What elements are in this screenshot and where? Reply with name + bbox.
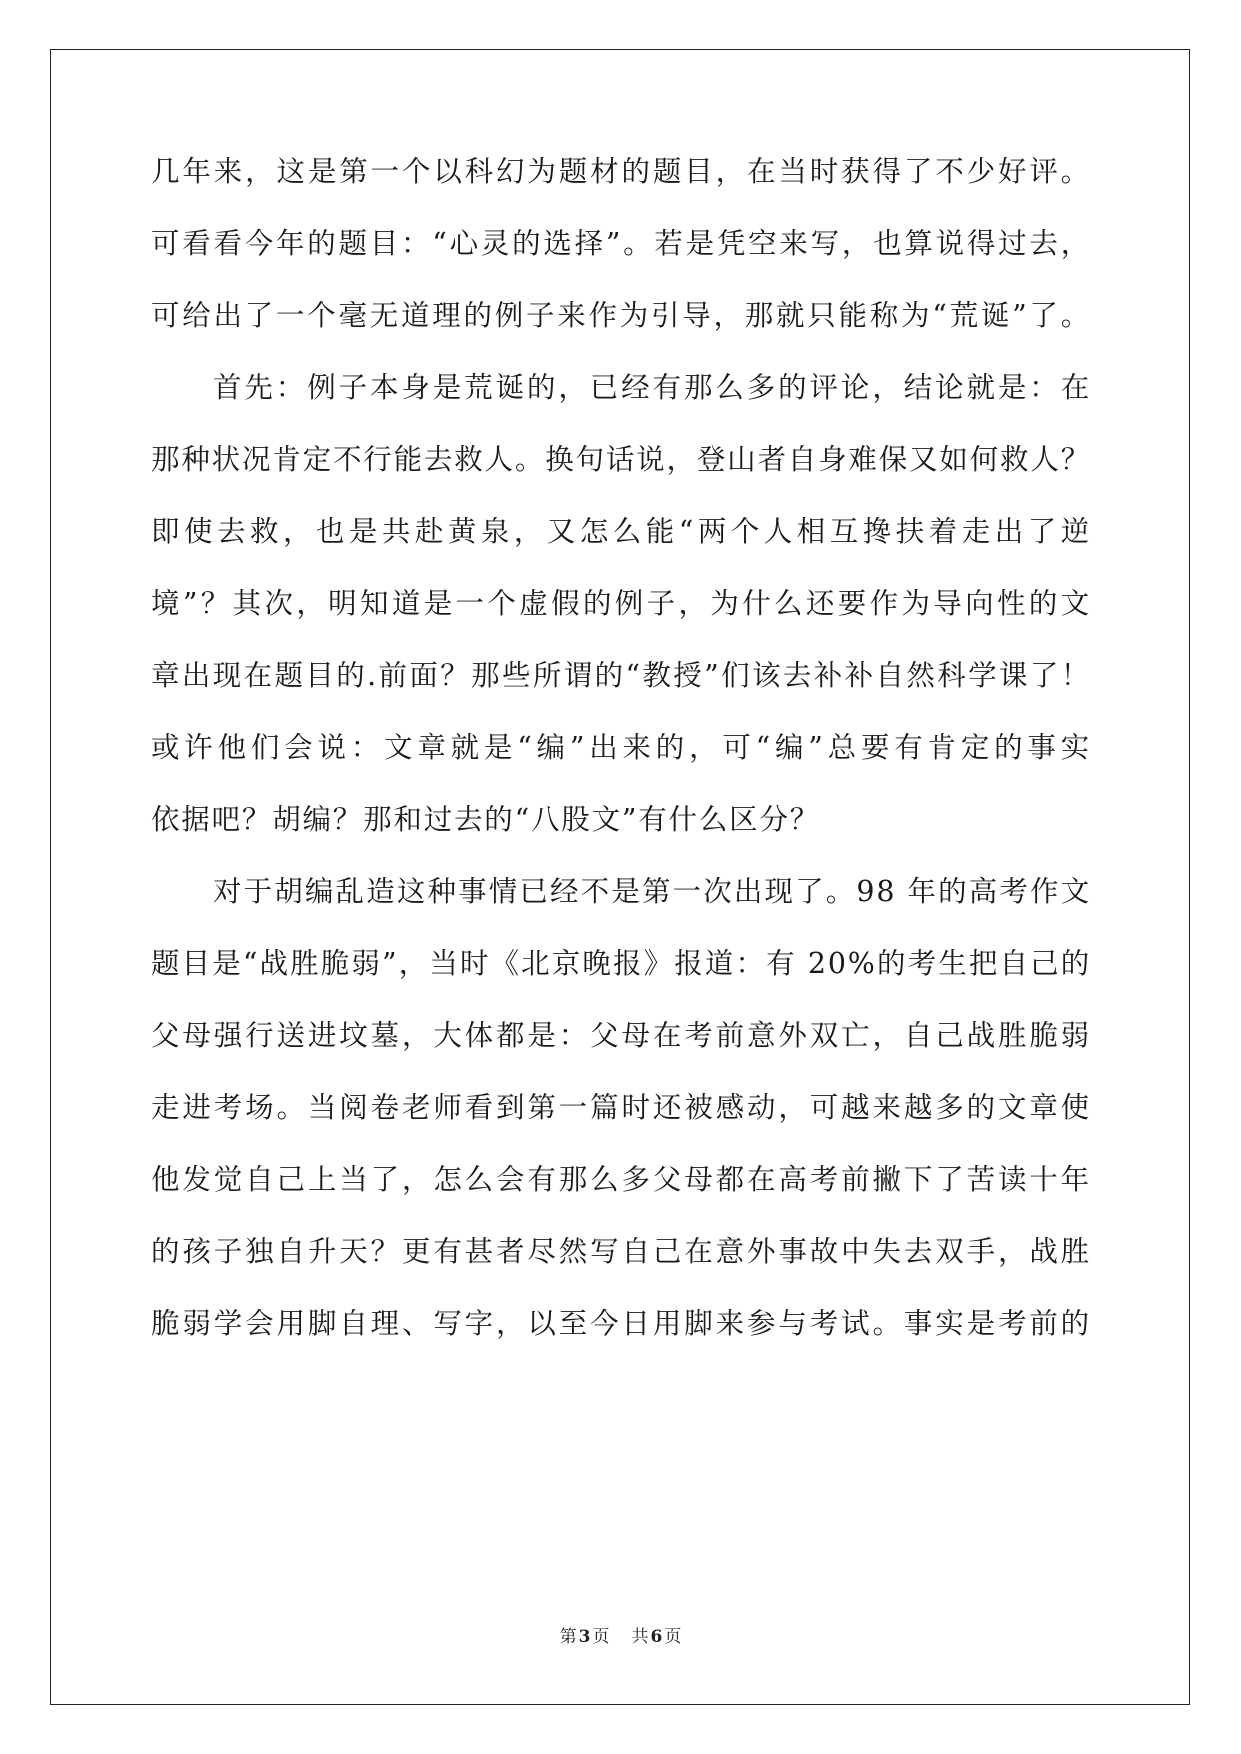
text-line-13: 父母强行送进坟墓，大体都是：父母在考前意外双亡，自己战胜脆弱	[151, 1019, 1091, 1052]
page-footer	[0, 1625, 1241, 1649]
paragraph-3-line-1: 对于胡编乱造这种事情已经不是第一次出现了。98 年的高考作文	[213, 875, 1091, 908]
text-line-7: 境”？其次，明知道是一个虚假的例子，为什么还要作为导向性的文	[151, 587, 1091, 620]
text-line-2: 可看看今年的题目：“心灵的选择”。若是凭空来写，也算说得过去，	[151, 227, 1091, 260]
text-line-3: 可给出了一个毫无道理的例子来作为引导，那就只能称为“荒诞”了。	[151, 299, 1091, 332]
text-line-14: 走进考场。当阅卷老师看到第一篇时还被感动，可越来越多的文章使	[151, 1091, 1091, 1124]
paragraph-2-line-1: 首先：例子本身是荒诞的，已经有那么多的评论，结论就是：在	[213, 371, 1091, 404]
text-line-12: 题目是“战胜脆弱”，当时《北京晚报》报道：有 20%的考生把自己的	[151, 947, 1091, 980]
text-line-8: 章出现在题目的.前面？那些所谓的“教授”们该去补补自然科学课了！	[151, 659, 1091, 692]
text-line-10: 依据吧？胡编？那和过去的“八股文”有什么区分？	[151, 803, 821, 836]
text-line-15: 他发觉自己上当了，怎么会有那么多父母都在高考前撇下了苦读十年	[151, 1163, 1091, 1196]
text-line-6: 即使去救，也是共赴黄泉，又怎么能“两个人相互搀扶着走出了逆	[151, 515, 1091, 548]
footer-page-unit: 页	[592, 1627, 610, 1647]
text-line-16: 的孩子独自升天？更有甚者尽然写自己在意外事故中失去双手，战胜	[151, 1235, 1091, 1268]
footer-total-unit: 页	[664, 1627, 682, 1647]
footer-total-prefix: 共	[631, 1627, 649, 1647]
text-line-9: 或许他们会说：文章就是“编”出来的，可“编”总要有肯定的事实	[151, 731, 1091, 764]
text-line-1: 几年来，这是第一个以科幻为题材的题目，在当时获得了不少好评。	[151, 155, 1091, 188]
footer-page-prefix: 第	[559, 1627, 577, 1647]
footer-page-total: 6	[650, 1627, 663, 1647]
text-line-5: 那种状况肯定不行能去救人。换句话说，登山者自身难保又如何救人？	[151, 443, 1091, 476]
text-line-17: 脆弱学会用脚自理、写字，以至今日用脚来参与考试。事实是考前的	[151, 1307, 1091, 1340]
footer-page-current: 3	[578, 1627, 591, 1647]
